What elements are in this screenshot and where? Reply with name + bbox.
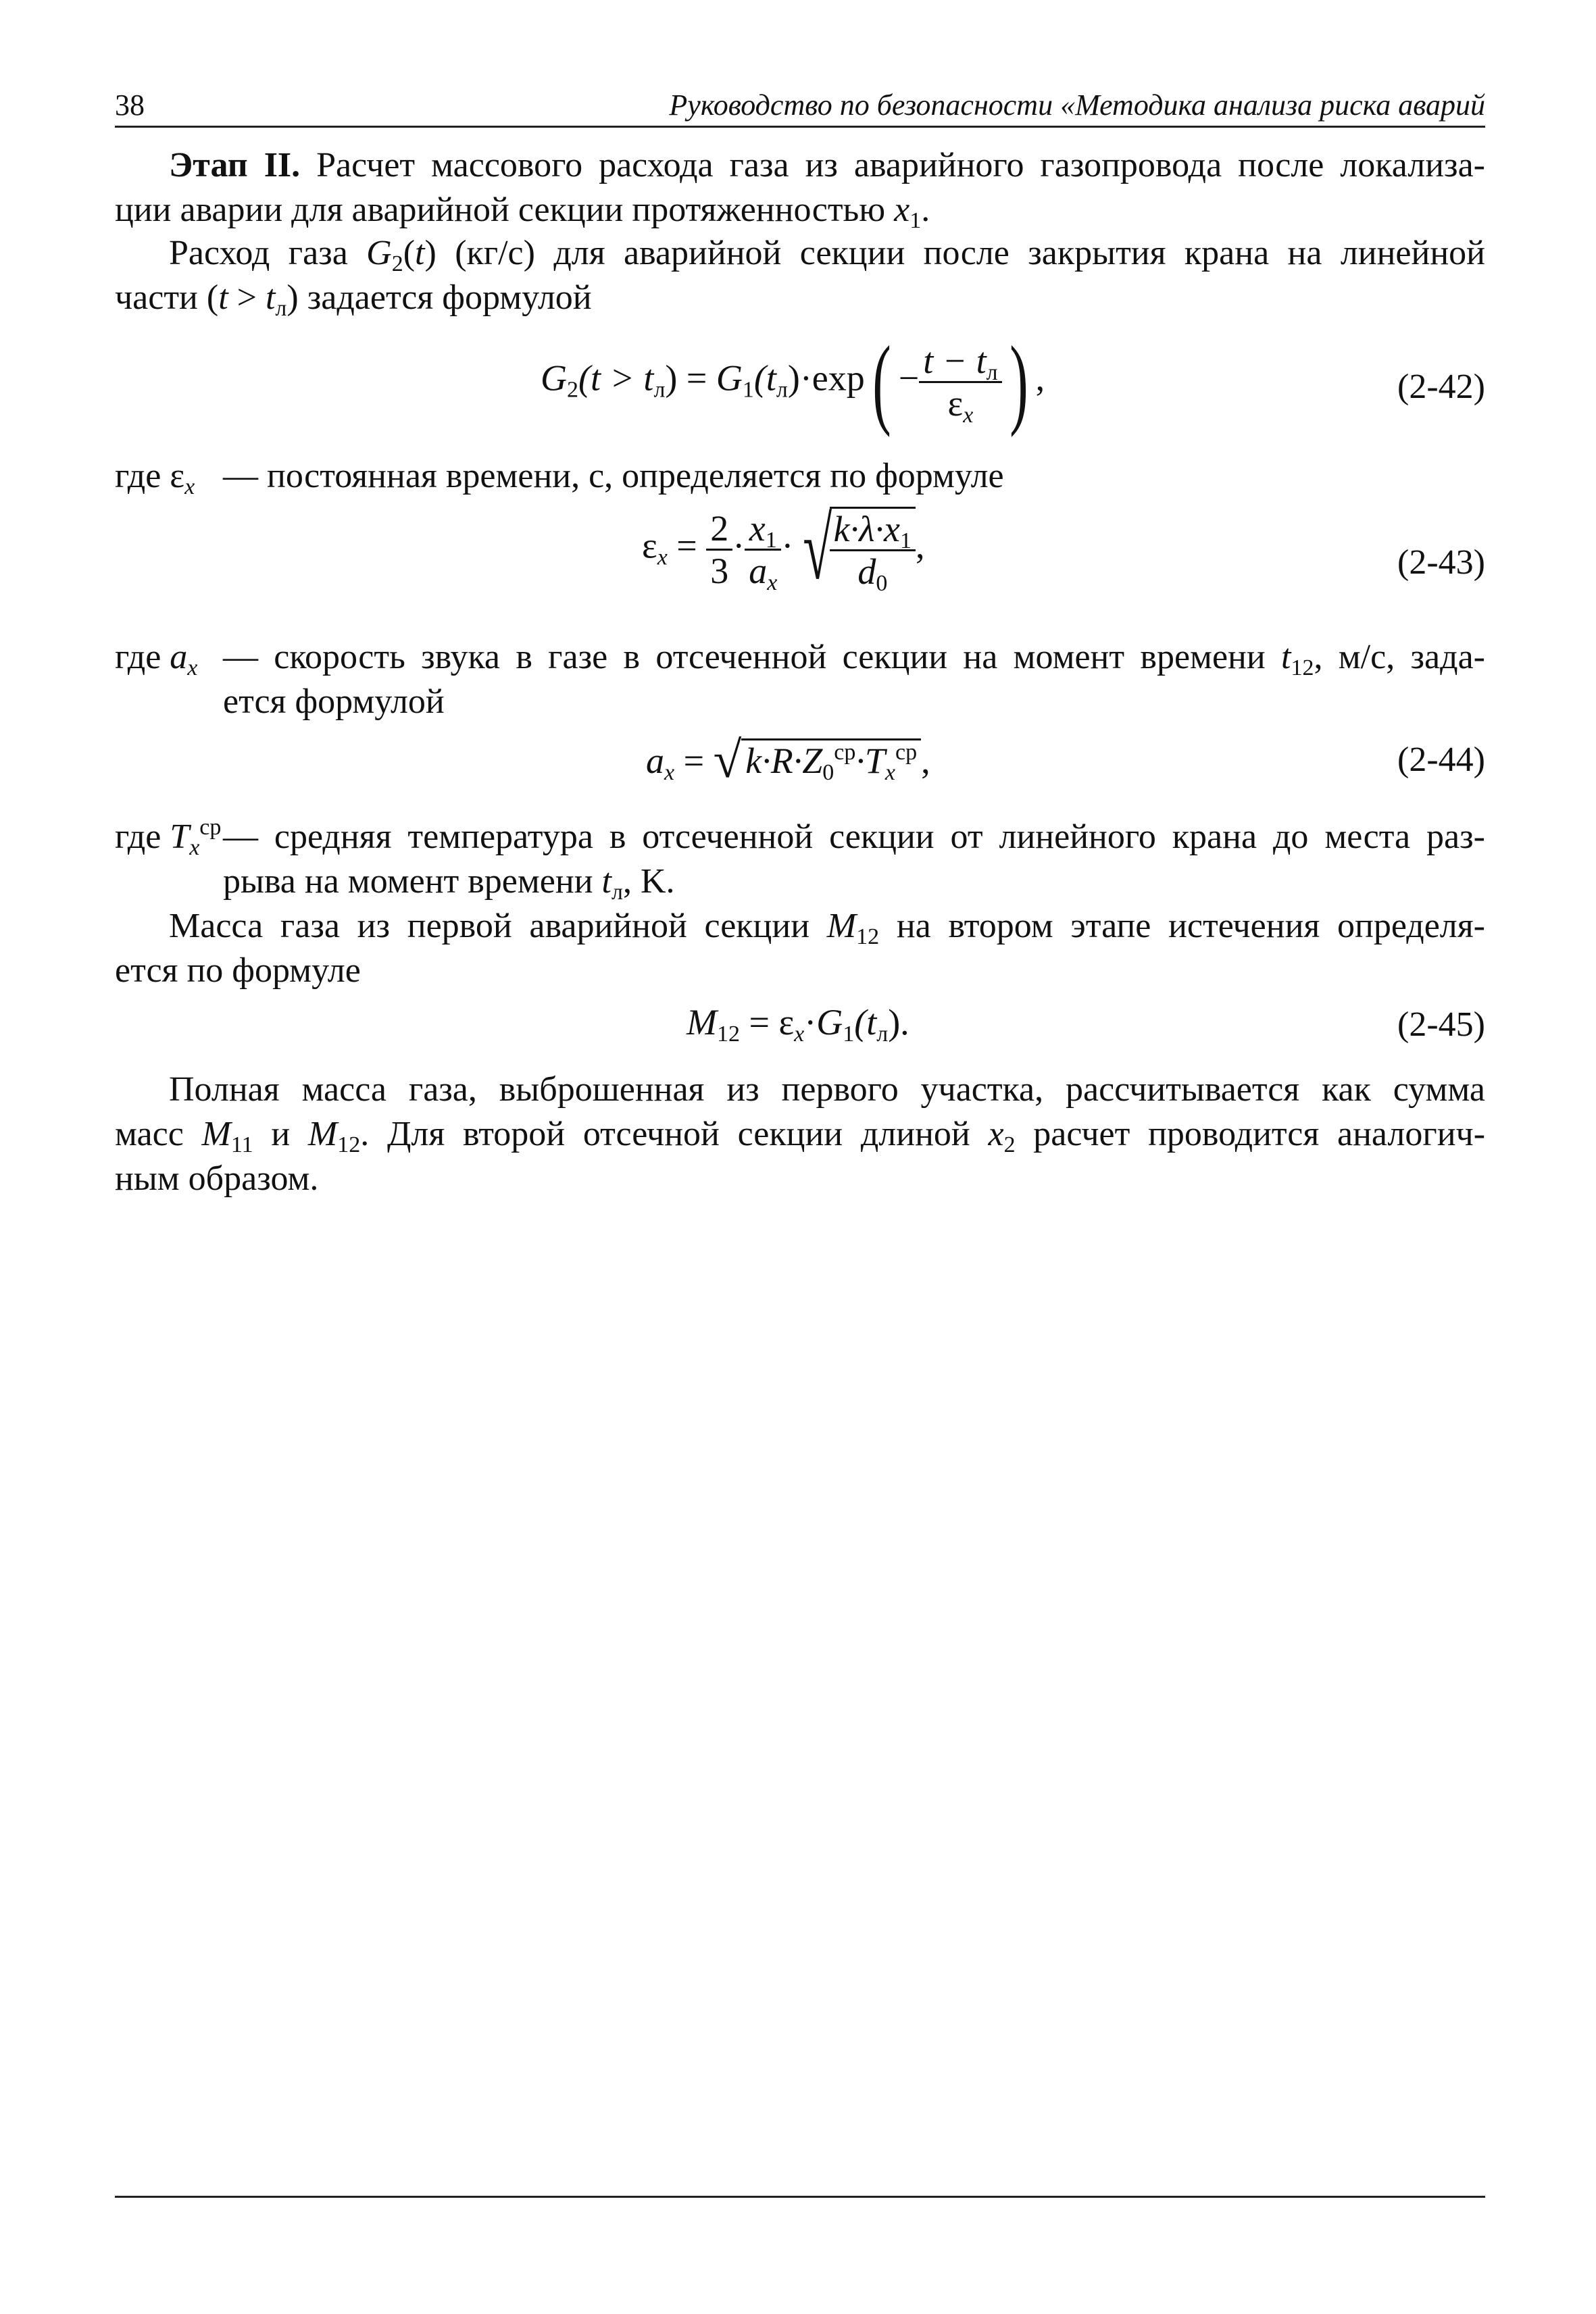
footer-rule — [115, 2196, 1485, 2198]
definition-eps: где $\varepsilon_x$ — постоянная времени, с, определяется по формуле — [115, 457, 1004, 499]
equation-number-2-45: (2-45) — [1397, 1005, 1485, 1044]
equation-2-42: $G_2(t > t_л) = G_1(t_л)\cdot\exp$( − $\frac{t - t_л}{\varepsilon_x}$ ) , — [541, 326, 1045, 438]
definition-a: где $a_x$ — скорость звука в газе в отсеченной секции на момент времени $t_{12}$, м/с, зада- ется формулой — [115, 638, 1485, 721]
exp-fraction: $\frac{t - t_л}{\varepsilon_x}$ — [919, 341, 1001, 424]
page-number: 38 — [115, 89, 145, 122]
equation-2-44: $a_x$ = √ $k\cdot R\cdot Z_0^{ср}\cdot T_x^{ср}$ , — [646, 732, 930, 788]
equation-number-2-42: (2-42) — [1397, 368, 1485, 406]
header-rule — [115, 126, 1485, 128]
flow-paragraph: Расход газа $G_2(t)$ (кг/с) для аварийной секции после закрытия крана на линейной части $(t > t_л)$ задается формулой — [115, 234, 1485, 321]
equation-number-2-43: (2-43) — [1397, 543, 1485, 582]
equation-2-45: $M_{12} = \varepsilon_x\cdot G_1(t_л)$. — [687, 1002, 909, 1047]
sqrt-sign: √ — [713, 732, 742, 788]
total-mass-paragraph: Полная масса газа, выброшенная из первого участка, рассчитывается как сумма масс $M_{11}$ и $M_{12}$. Для второй отсечной секции длиной $x_2$ расчет проводится аналогич- ным образом. — [115, 1070, 1486, 1198]
stage-label: Этап II. — [169, 146, 301, 184]
equation-number-2-44: (2-44) — [1397, 740, 1485, 779]
definition-t: где $T_x^{ср}$ — средняя температура в отсеченной секции от линейного крана до места раз- рыва на момент времени $t_л$, K. — [115, 815, 1485, 905]
mass-paragraph: Масса газа из первой аварийной секции $M_{12}$ на втором этапе истечения определя- ется по формуле — [115, 907, 1485, 990]
stage-paragraph: Этап II. Расчет массового расхода газа из аварийного газопровода после локализа- ции аварии для аварийной секции протяженностью $x_1$. — [115, 146, 1485, 233]
running-title: Руководство по безопасности «Методика анализа риска аварий — [669, 89, 1485, 122]
sqrt-sign: √ — [803, 501, 832, 598]
sqrt-radicand: $\frac{k\cdot\lambda\cdot x_1}{d_0}$ — [830, 507, 916, 592]
equation-2-43: $\varepsilon_x$ = $\frac{2}{3}$ · $\frac{x_1}{a_x}$ · √ $\frac{k\cdot\lambda\cdot x_1}{d_0}$ , — [642, 501, 925, 598]
